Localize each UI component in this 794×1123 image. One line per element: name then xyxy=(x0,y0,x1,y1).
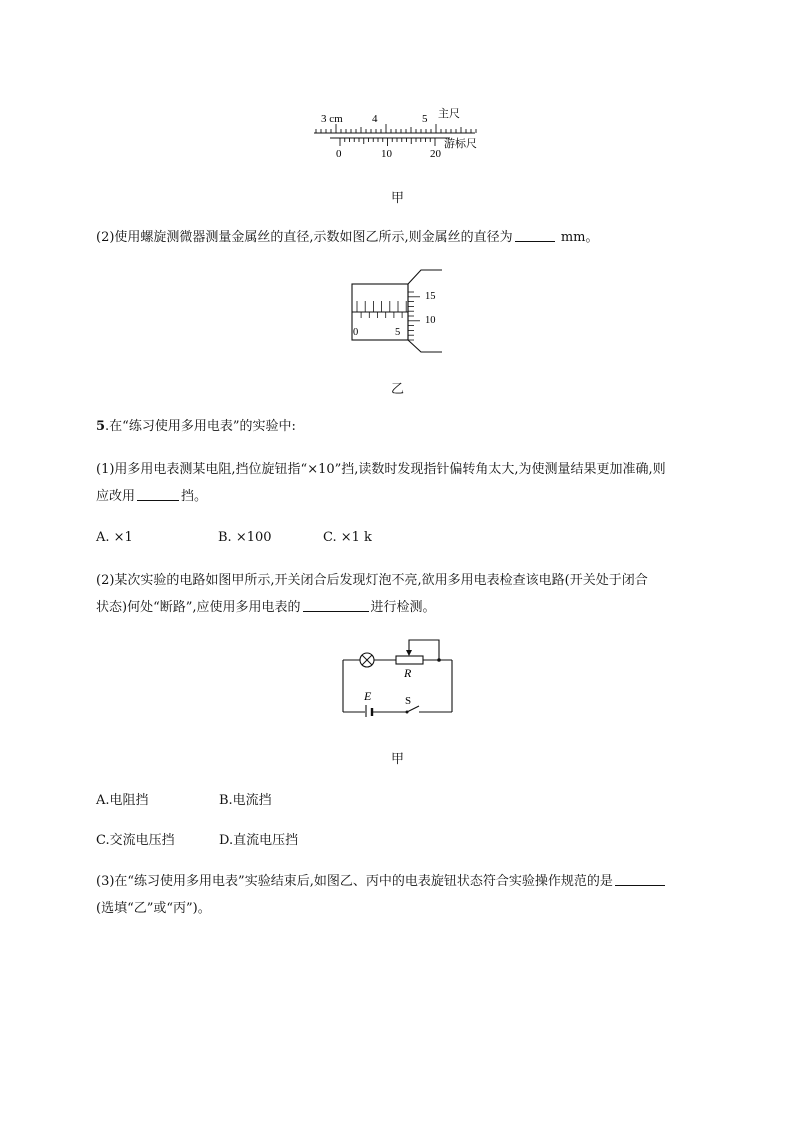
main-label-3cm: 3 cm xyxy=(321,113,343,125)
option-2b[interactable]: B.电流挡 xyxy=(219,793,272,808)
q4-part2-after: mm。 xyxy=(556,230,599,245)
main-scale-name: 主尺 xyxy=(438,108,460,120)
q5-part3-line2: (选填“乙”或“丙”)。 xyxy=(96,901,211,916)
q5-part1-line1: (1)用多用电表测某电阻,挡位旋钮指“×10”挡,读数时发现指针偏转角太大,为使测量结果更加准确,则 xyxy=(96,462,666,477)
thimble-label-15: 15 xyxy=(425,291,436,302)
q5-part3-line1: (3)在“练习使用多用电表”实验结束后,如图乙、丙中的电表旋钮状态符合实验操作规范的是 xyxy=(96,874,613,889)
option-2a[interactable]: A.电阻挡 xyxy=(96,793,149,808)
answer-blank-diameter[interactable] xyxy=(515,226,555,242)
switch-icon xyxy=(406,706,420,714)
answer-blank-knob[interactable] xyxy=(615,870,665,886)
slider-arrow-icon xyxy=(406,650,412,656)
battery-icon xyxy=(366,705,372,717)
answer-blank-mode[interactable] xyxy=(303,596,369,612)
vernier-caliper-figure xyxy=(300,100,500,165)
main-label-5: 5 xyxy=(422,113,428,125)
q5-part2-line2-before: 状态)何处“断路”,应使用多用电表的 xyxy=(96,600,301,615)
q5-number: 5 xyxy=(96,419,106,434)
micrometer-figure xyxy=(345,268,455,358)
vernier-label-0: 0 xyxy=(336,148,342,160)
rheostat-icon xyxy=(396,656,423,664)
q4-part2-text xyxy=(96,226,598,250)
caption-micrometer: 乙 xyxy=(391,382,405,397)
resistor-label: R xyxy=(404,666,412,680)
switch-label: S xyxy=(405,695,412,707)
q4-part2-before: (2)使用螺旋测微器测量金属丝的直径,示数如图乙所示,则金属丝的直径为 xyxy=(96,230,513,245)
q5-part1-line2-before: 应改用 xyxy=(96,489,136,504)
vernier-label-20: 20 xyxy=(430,148,441,160)
option-1c[interactable]: C. ×1 k xyxy=(323,530,372,545)
sleeve-label-0: 0 xyxy=(353,327,359,338)
battery-label: E xyxy=(364,689,372,703)
answer-blank-range[interactable] xyxy=(137,485,179,501)
q5-part3-text xyxy=(96,868,716,922)
option-1a[interactable]: A. ×1 xyxy=(96,530,133,545)
q5-heading xyxy=(96,415,296,439)
q5-part1-text xyxy=(96,456,706,510)
q5-part2-text xyxy=(96,567,706,621)
main-label-4: 4 xyxy=(372,113,378,125)
vernier-label-10: 10 xyxy=(381,148,392,160)
q5-part2-line2-after: 进行检测。 xyxy=(370,600,436,615)
vernier-scale-name: 游标尺 xyxy=(444,138,477,150)
sleeve-label-5: 5 xyxy=(395,327,401,338)
micrometer-thimble-edge xyxy=(408,270,442,284)
q5-part2-line1: (2)某次实验的电路如图甲所示,开关闭合后发现灯泡不亮,欲用多用电表检查该电路(开关处于闭合 xyxy=(96,573,648,588)
q5-title: .在“练习使用多用电表”的实验中: xyxy=(105,419,296,434)
circuit-figure xyxy=(335,632,460,717)
sleeve-ticks xyxy=(357,301,406,318)
lamp-icon xyxy=(360,653,374,667)
thimble-label-10: 10 xyxy=(425,315,436,326)
option-2c[interactable]: C.交流电压挡 xyxy=(96,833,175,848)
q5-part1-line2-after: 挡。 xyxy=(181,489,208,504)
thimble-ticks xyxy=(408,292,420,340)
option-2d[interactable]: D.直流电压挡 xyxy=(219,833,299,848)
caption-circuit: 甲 xyxy=(391,752,405,767)
option-1b[interactable]: B. ×100 xyxy=(218,530,272,545)
caption-caliper: 甲 xyxy=(391,191,405,206)
